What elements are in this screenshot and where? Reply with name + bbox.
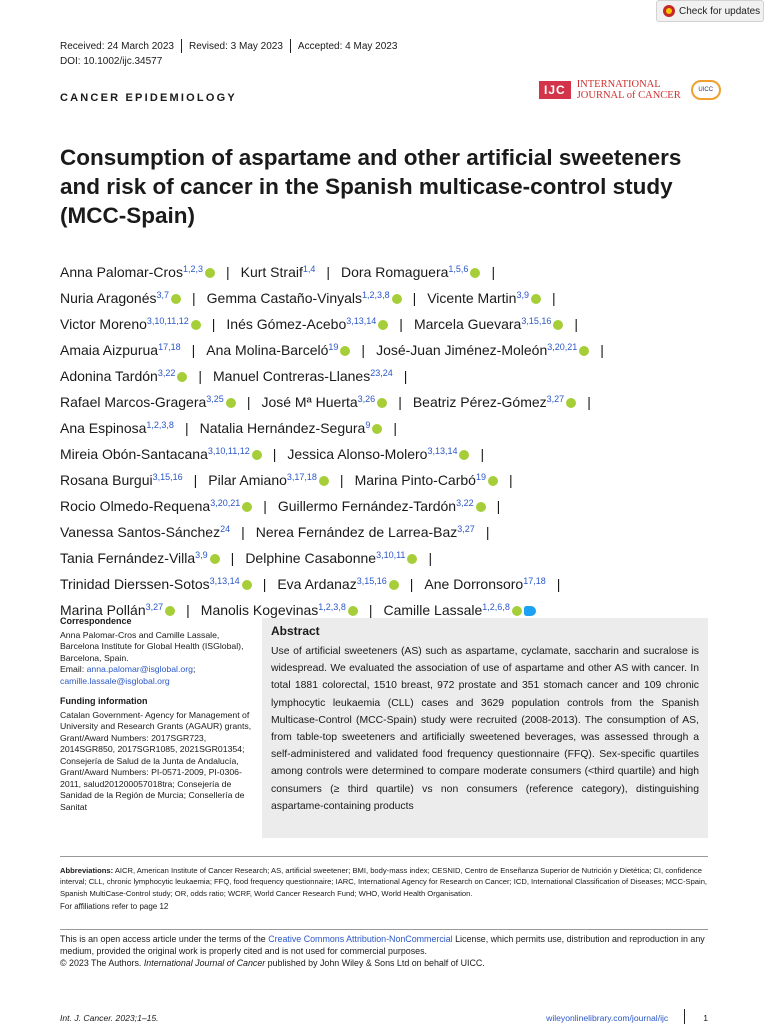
orcid-icon[interactable] [512, 606, 522, 616]
author-line [60, 518, 720, 544]
author-affiliation-numbers: 3,7 [156, 290, 170, 300]
author-affiliation-numbers: 3,22 [157, 368, 176, 378]
footer-right [546, 1009, 708, 1024]
author-separator: | [409, 576, 414, 592]
page-number: 1 [703, 1013, 708, 1023]
orcid-icon[interactable] [226, 398, 236, 408]
author-affiliation-numbers: 3,9 [195, 550, 208, 560]
author-name: José-Juan Jiménez-Moleón [376, 342, 548, 358]
orcid-icon[interactable] [470, 268, 480, 278]
email-link-1[interactable]: anna.palomar@isglobal.org [86, 664, 193, 674]
left-column [60, 616, 252, 822]
author [60, 368, 187, 384]
page-footer [60, 1009, 708, 1024]
author-affiliation-numbers: 3,13,14 [209, 576, 240, 586]
author-name: Gemma Castaño-Vinyals [206, 290, 363, 306]
author-separator: | [398, 394, 402, 410]
author-affiliation-numbers: 17,18 [523, 576, 546, 586]
author-separator: | [508, 472, 513, 488]
author-separator: | [399, 316, 403, 332]
author-affiliation-numbers: 1,5,6 [448, 264, 469, 274]
author-affiliation-numbers: 3,15,16 [356, 576, 387, 586]
author-affiliation-numbers: 3,20,21 [210, 498, 241, 508]
correspondence-block [60, 616, 252, 687]
author [208, 472, 329, 488]
author-separator: | [272, 446, 277, 462]
abstract-text: Use of artificial sweeteners (AS) such as aspartame, cyclamate, saccharin and sucralose is widespread. We evaluated the association of use of aspartame and other AS with cancer. In total 1881 colorectal, 1510 breast, 972 prostate and 351 stomach cancer and 109 chronic lymphocytic leukaemia (CLL) cases and 3629 population controls from the Spanish Multicase-Control (MCC-Spain) study were recruited (2008-2013). The consumption of AS, from table-top sweeteners and artificially sweetened beverages, was assessed through a self-administered and validated food frequency questionnaire (FFQ). Sex-specific quartiles among controls were determined to compare moderate consumers (<third quartile) and high consumers (≥ third quartile) vs non consumers (reference category), distinguishing aspartame-containing products [271, 646, 699, 812]
author-separator: | [241, 524, 245, 540]
author [341, 264, 480, 280]
author-affiliation-numbers: 3,27 [546, 394, 565, 404]
author-affiliation-numbers: 1,2,3 [182, 264, 203, 274]
author-line [60, 284, 720, 310]
author-separator: | [485, 524, 490, 540]
author [241, 264, 316, 280]
orcid-icon[interactable] [191, 320, 201, 330]
journal-name [577, 79, 681, 101]
orcid-icon[interactable] [165, 606, 175, 616]
author [200, 420, 383, 436]
author-affiliation-numbers: 3,27 [457, 524, 475, 534]
author-name: Marina Pollán [60, 602, 146, 618]
copyright-post: published by John Wiley & Sons Ltd on behalf of UICC. [265, 958, 485, 969]
author-name: Vanessa Santos-Sánchez [60, 524, 221, 540]
author [424, 576, 545, 592]
author-name: Marina Pinto-Carbó [354, 472, 476, 488]
journal-name-line-2: JOURNAL of CANCER [576, 90, 681, 101]
author-list [60, 258, 720, 622]
author [206, 342, 350, 358]
author-name: Inés Gómez-Acebo [226, 316, 347, 332]
author-name: Trinidad Dierssen-Sotos [60, 576, 210, 592]
correspondence-email: Email: anna.palomar@isglobal.org; camille.lassale@isglobal.org [60, 664, 196, 686]
author-line [60, 258, 720, 284]
author-name: Camille Lassale [383, 602, 483, 618]
author-line [60, 492, 720, 518]
journal-logo [539, 79, 721, 101]
received-date: Received: 24 March 2023 [60, 40, 174, 52]
orcid-icon[interactable] [348, 606, 358, 616]
author [60, 524, 230, 540]
author-separator: | [326, 264, 331, 280]
author-line [60, 388, 720, 414]
orcid-icon[interactable] [378, 320, 388, 330]
author-name: Beatriz Pérez-Gómez [412, 394, 547, 410]
author-separator: | [230, 550, 235, 566]
author-name: Rafael Marcos-Gragera [60, 394, 207, 410]
orcid-icon[interactable] [488, 476, 498, 486]
author [245, 550, 417, 566]
funding-text: Catalan Government- Agency for Management of University and Research Grants (AGAUR) grants, Grant/Award Numbers: 2017SGR723, 2014SGR850, 2017SGR1085, 2021SGR01354; Consejería de Salud de la Junta de Andalucía, Grant/Award Numbers: PI-0571-2009, PI-0306-2011, salud201200057018tra; Consejería de Sanidad de la Región de Murcia; Consellería de Sanitat [60, 709, 252, 812]
author-name: Guillermo Fernández-Tardón [277, 498, 457, 514]
funding-block [60, 696, 252, 813]
author-separator: | [211, 316, 216, 332]
author-name: Vicente Martin [427, 290, 517, 306]
author-affiliation-numbers: 3,20,21 [547, 342, 578, 352]
journal-url-link[interactable]: wileyonlinelibrary.com/journal/ijc [546, 1013, 669, 1023]
author [60, 290, 181, 306]
orcid-icon[interactable] [205, 268, 215, 278]
author-line [60, 440, 720, 466]
divider [181, 39, 182, 53]
license-notice [60, 929, 708, 970]
email-link-2[interactable]: camille.lassale@isglobal.org [60, 675, 170, 686]
orcid-icon[interactable] [579, 346, 589, 356]
author [278, 498, 486, 514]
author [413, 394, 576, 410]
email-label: Email: [60, 664, 87, 674]
ijc-badge: IJC [539, 81, 571, 99]
author-affiliation-numbers: 3,15,16 [152, 472, 183, 482]
author-separator: | [480, 446, 485, 462]
author-affiliation-numbers: 3,27 [145, 602, 164, 612]
author-affiliation-numbers: 19 [328, 342, 339, 352]
license-text [60, 933, 708, 957]
author [60, 498, 252, 514]
author-separator: | [496, 498, 501, 514]
orcid-icon[interactable] [531, 294, 541, 304]
orcid-icon[interactable] [242, 580, 252, 590]
author [376, 342, 589, 358]
author-name: Tania Fernández-Villa [60, 550, 196, 566]
author-affiliation-numbers: 3,22 [456, 498, 474, 508]
affiliations-note: For affiliations refer to page 12 [60, 902, 169, 911]
author-name: Ane Dorronsoro [424, 576, 524, 592]
author [207, 290, 402, 306]
abstract-heading: Abstract [271, 624, 320, 638]
author-name: Delphine Casabonne [245, 550, 377, 566]
author [60, 420, 174, 436]
author-separator: | [198, 368, 202, 384]
author-separator: | [361, 342, 366, 358]
author [60, 316, 201, 332]
author-name: Nerea Fernández de Larrea-Baz [255, 524, 458, 540]
correspondence-text: Anna Palomar-Cros and Camille Lassale, Barcelona Institute for Global Health (ISGlobal), Barcelona, Spain. [60, 629, 244, 663]
citation: Int. J. Cancer. 2023;1–15. [60, 1013, 159, 1023]
author [60, 472, 183, 488]
author-separator: | [393, 420, 397, 436]
divider [290, 39, 291, 53]
author-line [60, 336, 720, 362]
author-separator: | [574, 316, 578, 332]
orcid-icon[interactable] [177, 372, 187, 382]
author-separator: | [193, 472, 198, 488]
abbreviations [60, 856, 708, 899]
orcid-icon[interactable] [319, 476, 329, 486]
author-name: Mireia Obón-Santacana [60, 446, 208, 462]
check-for-updates-label: Check for updates [679, 5, 761, 17]
author-name: Anna Palomar-Cros [60, 264, 183, 280]
author-name: Kurt Straif [240, 264, 303, 280]
correspondence-heading: Correspondence [60, 616, 132, 626]
author-affiliation-numbers: 3,10,11 [376, 550, 406, 560]
author-affiliation-numbers: 24 [220, 524, 231, 534]
license-pre: This is an open access article under the terms of the [60, 934, 269, 944]
author [60, 550, 220, 566]
author-separator: | [191, 342, 196, 358]
author-name: Ana Espinosa [60, 420, 147, 436]
author-name: Rosana Burgui [60, 472, 153, 488]
author [277, 576, 398, 592]
author-affiliation-numbers: 9 [365, 420, 371, 430]
author [427, 290, 541, 306]
author-separator: | [225, 264, 230, 280]
author-line [60, 362, 720, 388]
author-line [60, 310, 720, 336]
funding-heading: Funding information [60, 696, 148, 706]
copyright-pre: © 2023 The Authors. [60, 958, 144, 969]
author [414, 316, 563, 332]
author-name: Nuria Aragonés [60, 290, 157, 306]
author-separator: | [600, 342, 604, 358]
orcid-icon[interactable] [566, 398, 576, 408]
author-name: Jessica Alonso-Molero [287, 446, 428, 462]
author-separator: | [262, 576, 267, 592]
author-affiliation-numbers: 1,2,3,8 [362, 290, 390, 300]
article-dates [60, 39, 397, 53]
author-separator: | [412, 290, 417, 306]
license-post: License, which permits use, distribution and reproduction in any medium, provided the original work is properly cited and is not used for commercial purposes. [60, 934, 705, 957]
author-name: Marcela Guevara [413, 316, 522, 332]
author-name: Manolis Kogevinas [200, 602, 319, 618]
orcid-icon[interactable] [252, 450, 262, 460]
orcid-icon[interactable] [372, 424, 382, 434]
author-affiliation-numbers: 3,9 [516, 290, 529, 300]
author-separator: | [403, 368, 408, 384]
author [355, 472, 498, 488]
author-line [60, 414, 720, 440]
author-name: Pilar Amiano [208, 472, 287, 488]
author-separator: | [368, 602, 373, 618]
author-affiliation-numbers: 1,2,6,8 [482, 602, 510, 612]
author-affiliation-numbers: 1,2,3,8 [146, 420, 174, 430]
orcid-icon[interactable] [340, 346, 350, 356]
author [383, 602, 535, 618]
author-name: Amaia Aizpurua [60, 342, 159, 358]
author-separator: | [339, 472, 344, 488]
revised-date: Revised: 3 May 2023 [188, 40, 283, 52]
author [287, 446, 469, 462]
orcid-icon[interactable] [476, 502, 486, 512]
crossmark-icon [663, 5, 675, 17]
author-separator: | [184, 420, 189, 436]
author-affiliation-numbers: 3,10,11,12 [207, 446, 250, 456]
orcid-icon[interactable] [210, 554, 220, 564]
author [60, 394, 236, 410]
orcid-icon[interactable] [377, 398, 387, 408]
section-label: CANCER EPIDEMIOLOGY [60, 92, 237, 104]
abstract-box [262, 618, 708, 838]
author-affiliation-numbers: 3,13,14 [346, 316, 377, 326]
author-separator: | [246, 394, 251, 410]
uicc-logo: UICC [691, 80, 721, 100]
author-affiliation-numbers: 1,4 [302, 264, 316, 274]
twitter-icon[interactable] [524, 606, 536, 616]
author [60, 342, 181, 358]
creative-commons-link[interactable]: Creative Commons Attribution-NonCommercial [268, 934, 453, 944]
author-line [60, 466, 720, 492]
copyright-text [60, 957, 708, 969]
author-name: Rocio Olmedo-Requena [60, 498, 211, 514]
author-separator: | [263, 498, 267, 514]
author-affiliation-numbers: 3,17,18 [286, 472, 317, 482]
copyright-journal: International Journal of Cancer [143, 958, 266, 969]
author-affiliation-numbers: 3,25 [206, 394, 224, 404]
author-line [60, 544, 720, 570]
author [213, 368, 393, 384]
author-affiliation-numbers: 3,26 [357, 394, 376, 404]
accepted-date: Accepted: 4 May 2023 [297, 40, 398, 52]
article-title: Consumption of aspartame and other artificial sweeteners and risk of cancer in the Spanish multicase-control study (MCC-Spain) [60, 145, 682, 228]
author-name: Adonina Tardón [60, 368, 158, 384]
author [256, 524, 475, 540]
orcid-icon[interactable] [389, 580, 399, 590]
author-separator: | [587, 394, 591, 410]
author-affiliation-numbers: 23,24 [370, 368, 393, 378]
journal-name-line-1: INTERNATIONAL [576, 79, 661, 90]
author-separator: | [428, 550, 433, 566]
author-affiliation-numbers: 19 [475, 472, 486, 482]
author [261, 394, 387, 410]
orcid-icon[interactable] [553, 320, 563, 330]
orcid-icon[interactable] [459, 450, 469, 460]
author-name: Manuel Contreras-Llanes [213, 368, 371, 384]
author-affiliation-numbers: 1,2,3,8 [318, 602, 346, 612]
author-separator: | [556, 576, 561, 592]
doi: DOI: 10.1002/ijc.34577 [60, 56, 163, 67]
author-affiliation-numbers: 3,13,14 [427, 446, 458, 456]
author-separator: | [551, 290, 556, 306]
orcid-icon[interactable] [171, 294, 181, 304]
abbreviations-label: Abbreviations: [60, 866, 114, 875]
author-separator: | [192, 290, 196, 306]
orcid-icon[interactable] [392, 294, 402, 304]
check-for-updates-button[interactable] [656, 0, 764, 22]
divider [684, 1009, 685, 1024]
author-line [60, 570, 720, 596]
author [60, 264, 215, 280]
author-affiliation-numbers: 3,10,11,12 [146, 316, 189, 326]
author-separator: | [186, 602, 190, 618]
author-name: Eva Ardanaz [277, 576, 357, 592]
author-name: Natalia Hernández-Segura [199, 420, 366, 436]
author-name: Victor Moreno [60, 316, 147, 332]
author [60, 576, 252, 592]
author-name: Ana Molina-Barceló [206, 342, 329, 358]
orcid-icon[interactable] [242, 502, 252, 512]
author-separator: | [491, 264, 496, 280]
author-name: José Mª Huerta [261, 394, 358, 410]
author-affiliation-numbers: 3,15,16 [521, 316, 552, 326]
abbreviations-text: AICR, American Institute of Cancer Research; AS, artificial sweetener; BMI, body-mass index; CESNID, Centro de Enseñanza Superior de Nutrición y Dietética; CI, confidence interval; CLL, chronic lymphocytic leukaemia; FFQ, food frequency questionnaire; IARC, International Agency for Research on Cancer; ICD, International Classification of Diseases; MCC-Spain, Spanish MultiCase-Control study; OR, odds ratio; WCRF, World Cancer Research Fund; WHO, World Health Organisation. [60, 866, 708, 898]
author [60, 446, 262, 462]
author-name: Dora Romaguera [341, 264, 449, 280]
author [226, 316, 388, 332]
orcid-icon[interactable] [407, 554, 417, 564]
author-affiliation-numbers: 17,18 [158, 342, 181, 352]
